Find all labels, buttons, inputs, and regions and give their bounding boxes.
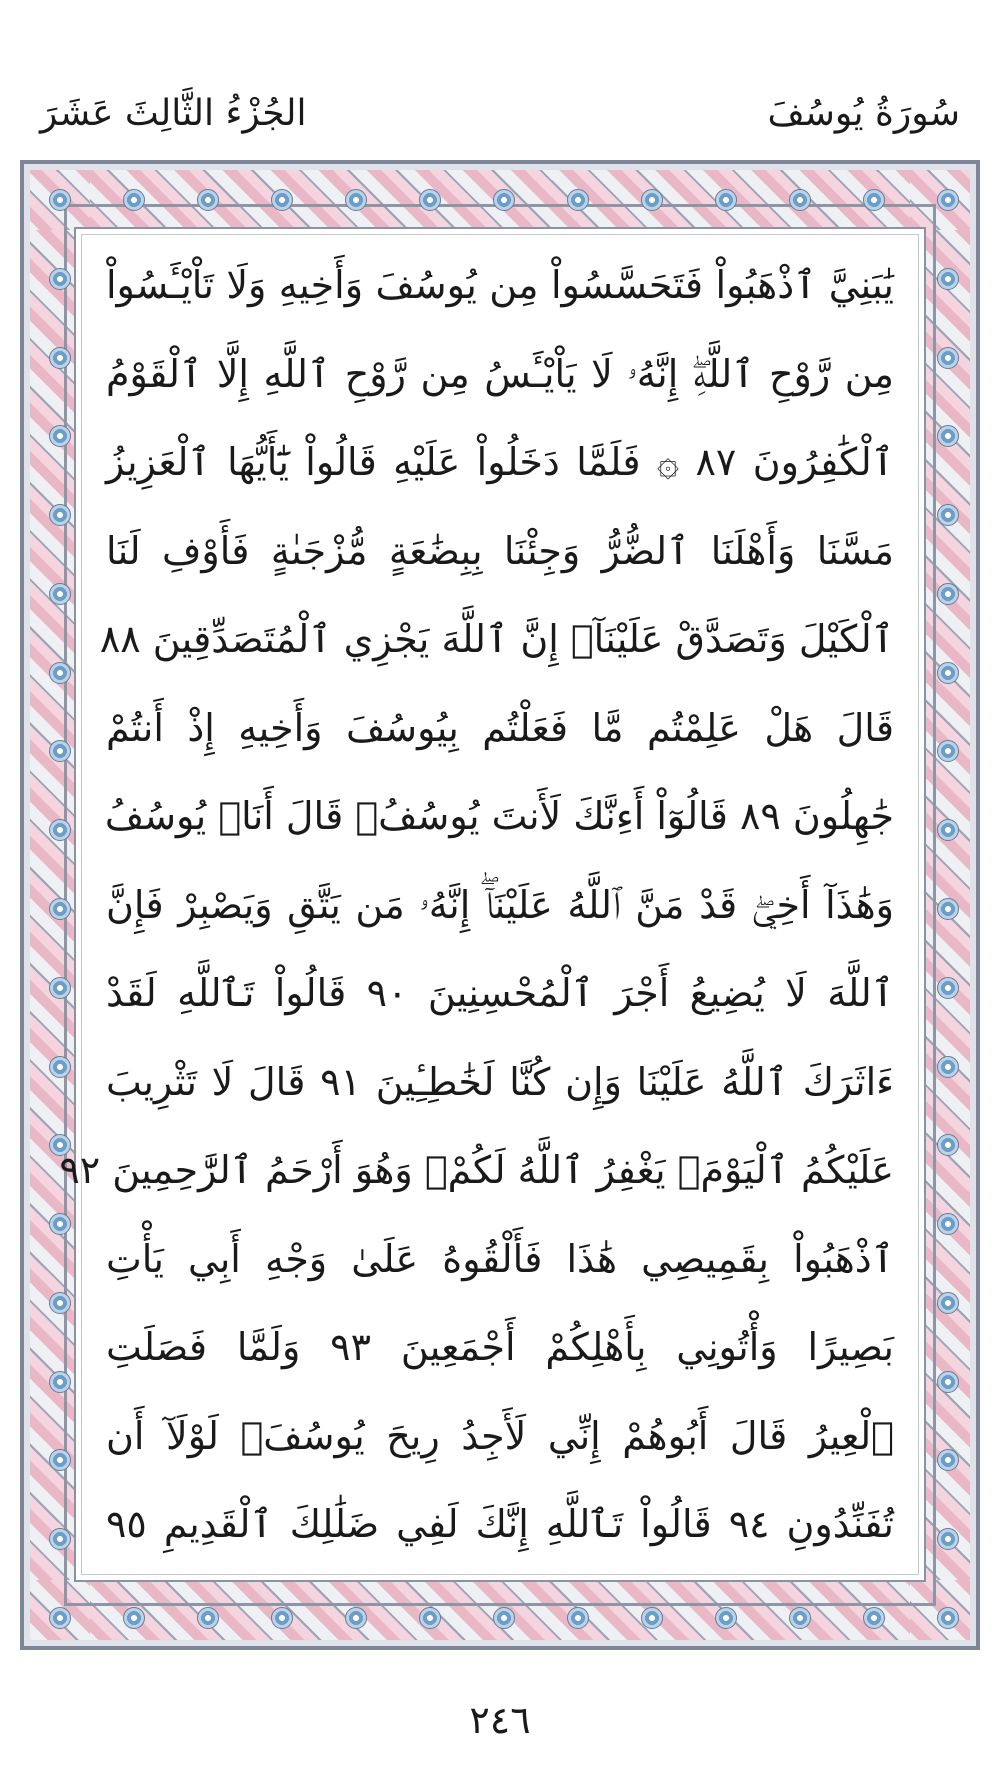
- verse-line-8: وَهَٰذَآ أَخِيۖ قَدْ مَنَّ ٱللَّهُ عَلَيْنَآۖ إِنَّهُۥ مَن يَتَّقِ وَيَصْبِرْ فَإِنَّ: [106, 882, 894, 927]
- rosette-ornament: [49, 1607, 71, 1629]
- rosette-ornament: [345, 189, 367, 211]
- verse-line-2: مِن رَّوْحِ ٱللَّهِۖ إِنَّهُۥ لَا يَاْيْـَٔسُ مِن رَّوْحِ ٱللَّهِ إِلَّا ٱلْقَوْمُ: [106, 351, 894, 396]
- verse-line-1: يَٰبَنِيَّ ٱذْهَبُواْ فَتَحَسَّسُواْ مِن يُوسُفَ وَأَخِيهِ وَلَا تَاْيْـَٔسُواْ: [106, 263, 894, 307]
- rosette-ornament: [937, 1607, 959, 1629]
- verse-line-11: عَلَيْكُمُ ٱلْيَوْمَۖ يَغْفِرُ ٱللَّهُ لَكُمْۖ وَهُوَ أَرْحَمُ ٱلرَّٰحِمِينَ ٩٢: [59, 1148, 894, 1192]
- rosette-ornament: [937, 662, 959, 684]
- verse-text-panel: [59, 227, 926, 1582]
- verse-line-5: ٱلْكَيْلَ وَتَصَدَّقْ عَلَيْنَآۖ إِنَّ ٱللَّهَ يَجْزِي ٱلْمُتَصَدِّقِينَ ٨٨: [99, 617, 894, 661]
- rosette-ornament: [937, 977, 959, 999]
- verse-lines: [59, 249, 894, 1560]
- juz-name: الجُزْءُ الثَّالِثَ عَشَرَ: [40, 93, 307, 134]
- rosette-ornament: [49, 1371, 71, 1393]
- rosette-ornament: [49, 347, 71, 369]
- verse-line-12: ٱذْهَبُواْ بِقَمِيصِي هَٰذَا فَأَلْقُوهُ عَلَىٰ وَجْهِ أَبِي يَأْتِ: [106, 1236, 894, 1281]
- rosette-ornament: [49, 1213, 71, 1235]
- rosette-ornament: [49, 1056, 71, 1078]
- verse-line-10: ءَاثَرَكَ ٱللَّهُ عَلَيْنَا وَإِن كُنَّا لَخَٰطِـِٔينَ ٩١ قَالَ لَا تَثْرِيبَ: [106, 1059, 894, 1104]
- rosette-ornament: [937, 1213, 959, 1235]
- rosette-ornament: [419, 189, 441, 211]
- rosette-ornament: [123, 189, 145, 211]
- verse-line-6: قَالَ هَلْ عَلِمْتُم مَّا فَعَلْتُم بِيُوسُفَ وَأَخِيهِ إِذْ أَنتُمْ: [106, 705, 894, 750]
- rosette-ornament: [271, 1607, 293, 1629]
- rosette-ornament: [641, 1607, 663, 1629]
- rosette-ornament: [789, 1607, 811, 1629]
- rosette-ornament: [937, 347, 959, 369]
- page-header: [40, 86, 960, 142]
- rosette-ornament: [789, 189, 811, 211]
- rosette-ornament: [937, 1292, 959, 1314]
- verse-line-13: بَصِيرًا وَأْتُونِي بِأَهْلِكُمْ أَجْمَعِينَ ٩٣ وَلَمَّا فَصَلَتِ: [106, 1325, 894, 1369]
- rosette-ornament: [937, 189, 959, 211]
- verse-line-4: مَسَّنَا وَأَهْلَنَا ٱلضُّرُّ وَجِئْنَا بِبِضَٰعَةٍ مُّزْجَىٰةٍ فَأَوْفِ لَنَا: [106, 528, 894, 573]
- rosette-ornament: [197, 189, 219, 211]
- rosette-ornament: [49, 1292, 71, 1314]
- verse-line-14: ٱلْعِيرُ قَالَ أَبُوهُمْ إِنِّي لَأَجِدُ رِيحَ يُوسُفَۖ لَوْلَآ أَن: [106, 1413, 894, 1458]
- rosette-ornament: [493, 1607, 515, 1629]
- rosette-ornament: [345, 1607, 367, 1629]
- rosette-ornament: [49, 504, 71, 526]
- verse-line-7: جَٰهِلُونَ ٨٩ قَالُوٓاْ أَءِنَّكَ لَأَنتَ يُوسُفُۖ قَالَ أَنَا۠ يُوسُفُ: [104, 794, 894, 838]
- rosette-ornament: [419, 1607, 441, 1629]
- rosette-ornament: [715, 189, 737, 211]
- verse-line-9: ٱللَّهَ لَا يُضِيعُ أَجْرَ ٱلْمُحْسِنِينَ ٩٠ قَالُواْ تَٱللَّهِ لَقَدْ: [106, 971, 894, 1015]
- rosette-ornament: [863, 189, 885, 211]
- rosette-ornament: [49, 189, 71, 211]
- rosette-ornament: [271, 189, 293, 211]
- rosette-ornament: [49, 662, 71, 684]
- rosette-ornament: [937, 1056, 959, 1078]
- verse-line-15: تُفَنِّدُونِ ٩٤ قَالُواْ تَٱللَّهِ إِنَّكَ لَفِي ضَلَٰلِكَ ٱلْقَدِيمِ ٩٥: [106, 1502, 894, 1546]
- page-number: ٢٤٦: [469, 1698, 531, 1742]
- verse-line-3: ٱلْكَٰفِرُونَ ٨٧ ۞ فَلَمَّا دَخَلُواْ عَلَيْهِ قَالُواْ يَٰٓأَيُّهَا ٱلْعَزِيزُ: [106, 440, 894, 484]
- rosette-ornament: [641, 189, 663, 211]
- rosette-ornament: [937, 504, 959, 526]
- rosette-ornament: [937, 1371, 959, 1393]
- rosette-ornament: [197, 1607, 219, 1629]
- rosette-ornament: [937, 583, 959, 605]
- rosette-ornament: [49, 583, 71, 605]
- rosette-ornament: [49, 977, 71, 999]
- rosette-ornament: [937, 268, 959, 290]
- rosette-ornament: [863, 1607, 885, 1629]
- rosette-ornament: [567, 189, 589, 211]
- rosette-ornament: [715, 1607, 737, 1629]
- surah-name: سُورَةُ يُوسُفَ: [767, 93, 960, 134]
- rosette-ornament: [123, 1607, 145, 1629]
- rosette-ornament: [937, 898, 959, 920]
- rosette-ornament: [493, 189, 515, 211]
- rosette-ornament: [49, 898, 71, 920]
- rosette-ornament: [49, 268, 71, 290]
- rosette-ornament: [567, 1607, 589, 1629]
